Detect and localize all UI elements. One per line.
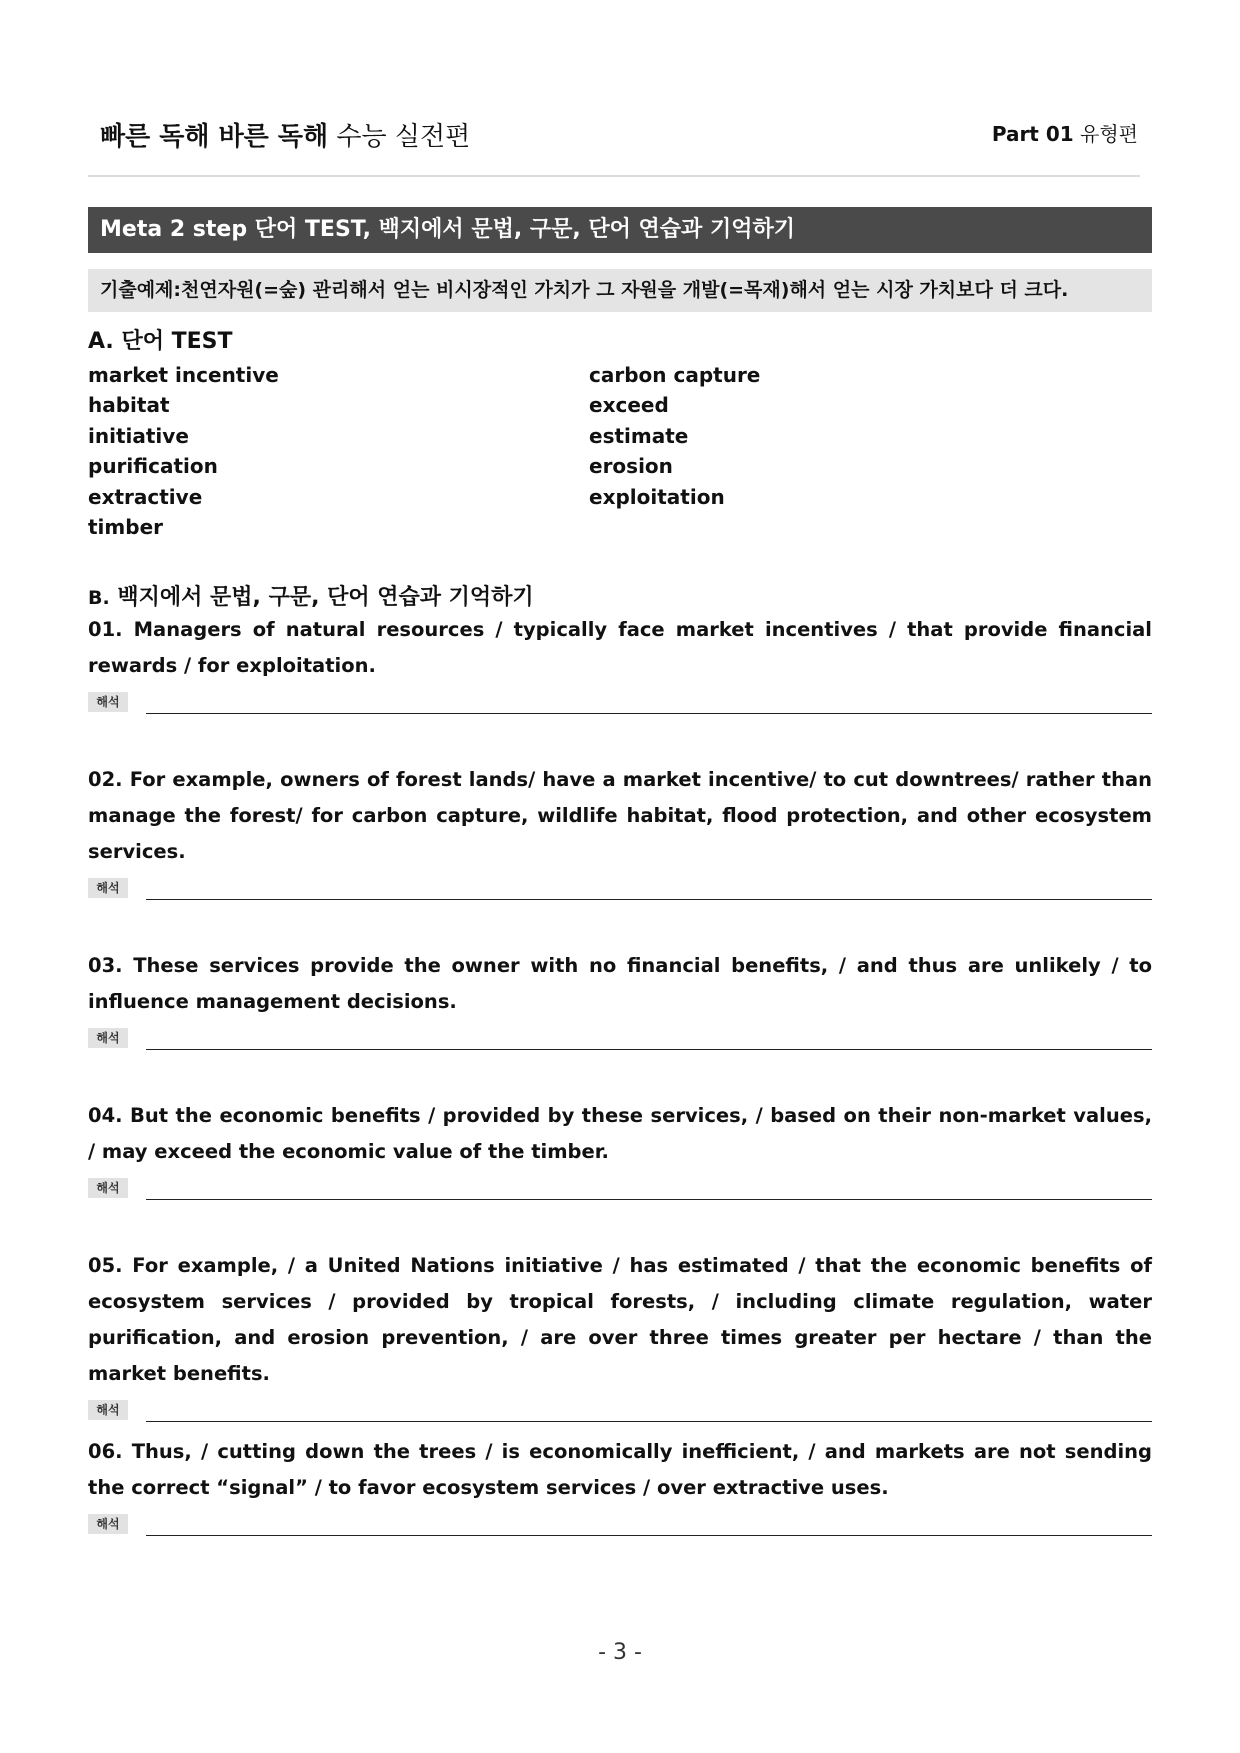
answer-row	[88, 1026, 1152, 1050]
answer-line[interactable]	[146, 899, 1152, 900]
answer-row	[88, 1512, 1152, 1536]
word-item: exceed	[589, 393, 669, 418]
word-item: purification	[88, 454, 218, 479]
book-title	[100, 116, 470, 153]
word-item: exploitation	[589, 484, 725, 509]
exercise-item	[88, 1434, 1152, 1536]
answer-line[interactable]	[146, 1049, 1152, 1050]
exercise-item	[88, 1098, 1152, 1200]
part-label	[992, 118, 1138, 147]
part-label-rest: 유형편	[1080, 122, 1138, 146]
answer-tag: 해석	[88, 1178, 128, 1198]
exercise-item	[88, 762, 1152, 900]
example-note: 기출예제:천연자원(=숲) 관리해서 얻는 비시장적인 가치가 그 자원을 개발(=목재)해서 얻는 시장 가치보다 더 크다.	[88, 269, 1152, 312]
page-header	[88, 110, 1138, 155]
exercise-item	[88, 1248, 1152, 1422]
exercise-sentence: 05. For example, / a United Nations initiative / has estimated / that the economic benefits of ecosystem services / provided by tropical forests, / including climate regulation, water purification, and erosion prevention, / are over three times greater per hectare / than the market benefits.	[88, 1254, 1152, 1385]
word-list-right	[589, 360, 1069, 512]
answer-tag: 해석	[88, 692, 128, 712]
answer-row	[88, 1176, 1152, 1200]
exercise-sentence: 02. For example, owners of forest lands/ have a market incentive/ to cut downtrees/ rather than manage the forest/ for carbon capture, wildlife habitat, flood protection, and other ecosystem services.	[88, 768, 1152, 863]
part-a-heading: A. 단어 TEST	[88, 329, 233, 354]
answer-line[interactable]	[146, 1535, 1152, 1536]
part-b-heading	[88, 580, 534, 611]
word-item: initiative	[88, 423, 189, 448]
part-label-bold: Part 01	[991, 122, 1074, 146]
word-item: habitat	[88, 393, 170, 418]
word-list-left	[88, 360, 568, 542]
book-title-bold: 빠른 독해 바른 독해	[100, 122, 329, 152]
book-title-rest: 수능 실전편	[336, 122, 471, 152]
exercise-sentence: 03. These services provide the owner with no financial benefits, / and thus are unlikely / to influence management decisions.	[88, 954, 1152, 1013]
part-b-heading-text: 백지에서 문법, 구문, 단어 연습과 기억하기	[117, 585, 534, 610]
word-item: timber	[88, 514, 163, 539]
word-item: market incentive	[88, 363, 279, 387]
answer-tag: 해석	[88, 1028, 128, 1048]
exercise-sentence: 01. Managers of natural resources / typically face market incentives / that provide financial rewards / for exploitation.	[88, 618, 1152, 677]
answer-line[interactable]	[146, 1421, 1152, 1422]
exercise-item	[88, 612, 1152, 714]
part-b-heading-prefix: B.	[88, 587, 110, 609]
word-item: carbon capture	[589, 363, 761, 387]
exercise-sentence: 04. But the economic benefits / provided by these services, / based on their non-market values, / may exceed the economic value of the timber.	[88, 1104, 1152, 1163]
answer-line[interactable]	[146, 1199, 1152, 1200]
answer-tag: 해석	[88, 1400, 128, 1420]
answer-tag: 해석	[88, 878, 128, 898]
section-title: Meta 2 step 단어 TEST, 백지에서 문법, 구문, 단어 연습과 기억하기	[88, 207, 1152, 253]
word-item: erosion	[589, 454, 673, 479]
answer-row	[88, 1398, 1152, 1422]
exercise-item	[88, 948, 1152, 1050]
answer-tag: 해석	[88, 1514, 128, 1534]
word-item: extractive	[88, 484, 203, 509]
header-divider	[88, 175, 1140, 177]
exercise-sentence: 06. Thus, / cutting down the trees / is economically inefficient, / and markets are not sending the correct “signal” / to favor ecosystem services / over extractive uses.	[88, 1440, 1152, 1499]
word-item: estimate	[589, 423, 689, 448]
answer-row	[88, 690, 1152, 714]
answer-row	[88, 876, 1152, 900]
answer-line[interactable]	[146, 713, 1152, 714]
page-number: - 3 -	[598, 1640, 642, 1665]
